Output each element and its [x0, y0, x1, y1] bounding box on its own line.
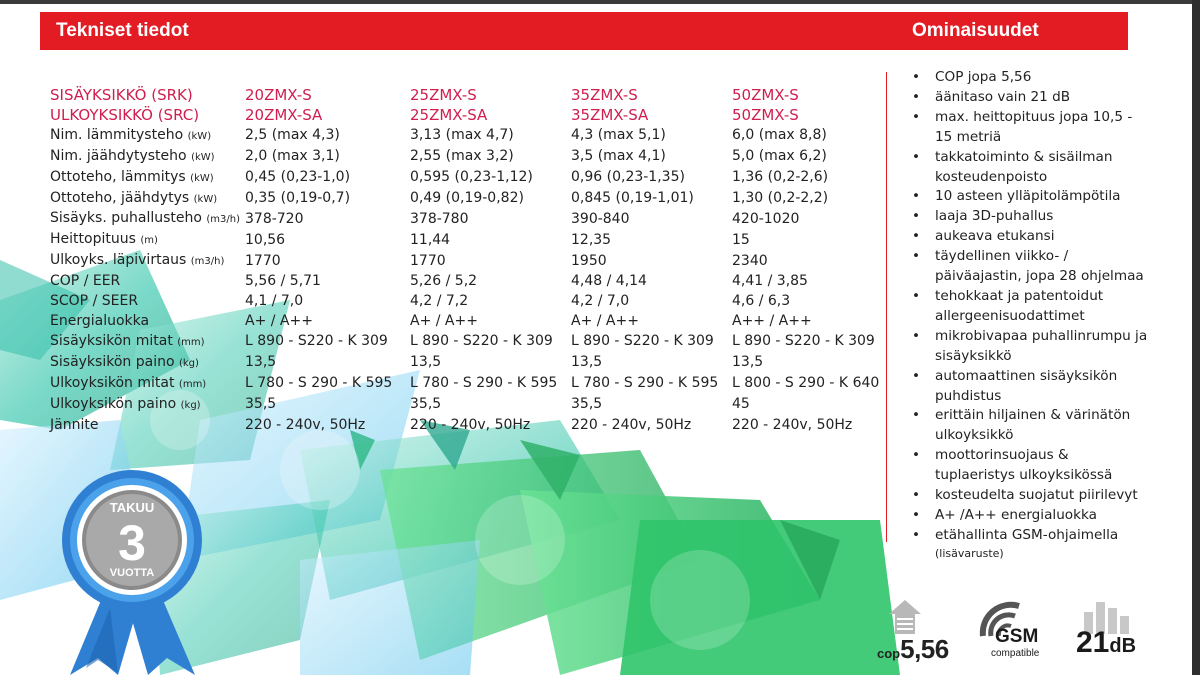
feature-text: erittäin hiljainen & värinätön ulkoyksikkö — [935, 407, 1131, 444]
table-cell: 4,41 / 3,85 — [732, 273, 808, 290]
warranty-top-text: TAKUU — [109, 500, 155, 515]
house-arrow-icon — [885, 598, 925, 636]
table-cell: 420-1020 — [732, 210, 800, 227]
row-label — [50, 292, 245, 312]
table-cell: 6,0 (max 8,8) — [732, 127, 827, 144]
bullet-icon: • — [912, 367, 921, 384]
row-label-text: Ulkoyksikön mitat — [50, 374, 175, 391]
feature-text: mikrobivapaa puhallinrumpu ja sisäyksikkö — [935, 327, 1148, 364]
row-label-text: Sisäyksikön mitat — [50, 332, 173, 349]
feature-text: 10 asteen ylläpitolämpötila — [935, 188, 1121, 205]
table-cell: 1770 — [410, 252, 446, 269]
table-row — [50, 251, 902, 272]
table-cell: 2340 — [732, 252, 768, 269]
table-cell: 2,55 (max 3,2) — [410, 148, 514, 165]
gsm-badge — [973, 598, 1061, 664]
row-unit: (m3/h) — [190, 256, 225, 268]
row-label — [50, 168, 245, 189]
table-cell: L 890 - S220 - K 309 — [410, 333, 553, 350]
table-cell: 0,35 (0,19-0,7) — [245, 190, 351, 207]
table-cell: L 780 - S 290 - K 595 — [410, 375, 558, 392]
table-cell: 5,0 (max 6,2) — [732, 148, 827, 165]
table-cell: L 780 - S 290 - K 595 — [245, 375, 393, 392]
table-row — [50, 168, 902, 189]
cop-value-text — [877, 634, 949, 665]
bullet-icon: • — [912, 526, 921, 543]
table-row — [50, 395, 902, 416]
table-row — [50, 312, 902, 332]
model-cell: 50ZMX-S — [732, 86, 799, 104]
row-unit: (kW) — [187, 130, 212, 142]
table-cell: L 780 - S 290 - K 595 — [571, 375, 719, 392]
row-label-text: COP / EER — [50, 273, 121, 290]
row-unit: (m) — [140, 235, 158, 247]
row-unit: (m3/h) — [206, 214, 241, 226]
row-label-text: Nim. lämmitysteho — [50, 126, 184, 143]
row-label-text: Ulkoyksikön paino — [50, 395, 177, 412]
table-cell: L 890 - S220 - K 309 — [571, 333, 714, 350]
bullet-icon: • — [912, 228, 921, 245]
bullet-icon: • — [912, 248, 921, 265]
table-row — [50, 230, 902, 251]
cop-badge — [877, 598, 965, 664]
table-cell: 4,2 / 7,0 — [571, 293, 630, 310]
table-cell: 1770 — [245, 252, 281, 269]
db-value-text — [1076, 626, 1136, 660]
table-cell: A+ / A++ — [571, 312, 639, 329]
row-label-text: Sisäyks. puhallusteho — [50, 210, 202, 227]
row-unit: (kW) — [190, 172, 214, 184]
table-cell: 13,5 — [732, 354, 764, 371]
row-label — [50, 353, 245, 374]
table-cell: 5,56 / 5,71 — [245, 273, 321, 290]
table-cell: 0,45 (0,23-1,0) — [245, 169, 351, 186]
features-list — [910, 68, 1150, 561]
row-label — [50, 230, 245, 251]
row-label — [50, 332, 245, 353]
table-cell: 1,30 (0,2-2,2) — [732, 190, 829, 207]
features-title: Ominaisuudet — [912, 20, 1039, 41]
table-cell: A+ / A++ — [410, 312, 478, 329]
table-row — [50, 332, 902, 353]
feature-note: (lisävaruste) — [935, 546, 1004, 560]
table-row — [50, 374, 902, 395]
row-label — [50, 312, 245, 332]
table-cell: A++ / A++ — [732, 312, 812, 329]
table-row — [50, 147, 902, 168]
table-cell: L 890 - S220 - K 309 — [245, 333, 388, 350]
table-cell: 35,5 — [410, 396, 442, 413]
feature-text: A+ /A++ energialuokka — [935, 506, 1097, 523]
bullet-icon: • — [912, 69, 921, 85]
table-cell: 220 - 240v, 50Hz — [571, 416, 692, 433]
row-label-text: Sisäyksikön paino — [50, 353, 175, 370]
list-item — [910, 207, 1150, 227]
list-item — [910, 68, 1150, 88]
row-label-text: SCOP / SEER — [50, 293, 139, 310]
bullet-icon: • — [912, 327, 921, 344]
model-cell: 35ZMX-S — [571, 86, 638, 104]
feature-text: äänitaso vain 21 dB — [935, 88, 1071, 105]
row-label — [50, 416, 245, 436]
row-label — [50, 395, 245, 416]
list-item — [910, 287, 1150, 327]
cop-number: 5,56 — [900, 634, 949, 664]
table-cell: 0,595 (0,23-1,12) — [410, 169, 533, 186]
row-label — [50, 251, 245, 272]
model-cell: 35ZMX-SA — [571, 105, 649, 124]
table-cell: 0,49 (0,19-0,82) — [410, 190, 524, 207]
warranty-number: 3 — [118, 515, 146, 571]
bullet-icon: • — [912, 487, 921, 504]
table-cell: 1,36 (0,2-2,6) — [732, 169, 829, 186]
gsm-compatible: compatible — [991, 648, 1040, 659]
tech-specs-title: Tekniset tiedot — [56, 20, 189, 41]
bullet-icon: • — [912, 287, 921, 304]
table-row — [50, 353, 902, 374]
row-label — [50, 189, 245, 210]
row-label: SISÄYKSIKKÖ (SRK) — [50, 86, 193, 104]
table-cell: 10,56 — [245, 231, 286, 248]
row-label: ULKOYKSIKKÖ (SRC) — [50, 105, 200, 124]
table-cell: 378-720 — [245, 210, 304, 227]
feature-text: takkatoiminto & sisäilman kosteudenpoisto — [935, 148, 1113, 185]
table-cell: 1950 — [571, 252, 607, 269]
table-cell: 13,5 — [410, 354, 442, 371]
table-cell: 4,6 / 6,3 — [732, 293, 791, 310]
list-item — [910, 247, 1150, 287]
row-label — [50, 126, 245, 147]
row-label-text: Ottoteho, jäähdytys — [50, 189, 190, 206]
list-item — [910, 327, 1150, 367]
table-cell: 13,5 — [245, 354, 277, 371]
model-cell: 50ZMX-S — [732, 105, 799, 124]
table-cell: A+ / A++ — [245, 312, 313, 329]
table-cell: 0,96 (0,23-1,35) — [571, 169, 685, 186]
feature-text: COP jopa 5,56 — [935, 69, 1032, 85]
table-cell: 4,3 (max 5,1) — [571, 127, 666, 144]
row-label-text: Ottoteho, lämmitys — [50, 168, 186, 185]
row-label — [50, 272, 245, 292]
row-label-text: Heittopituus — [50, 231, 136, 248]
list-item — [910, 227, 1150, 247]
table-cell: 12,35 — [571, 231, 612, 248]
model-cell: 20ZMX-S — [245, 86, 312, 104]
table-row — [50, 126, 902, 147]
feature-text: laaja 3D-puhallus — [935, 208, 1054, 225]
bullet-icon: • — [912, 447, 921, 464]
warranty-bottom-text: VUOTTA — [109, 567, 155, 579]
row-label-text: Ulkoyks. läpivirtaus — [50, 252, 187, 269]
model-cell: 25ZMX-SA — [410, 105, 488, 124]
table-row — [50, 209, 902, 230]
table-cell: 2,0 (max 3,1) — [245, 148, 340, 165]
table-cell: 390-840 — [571, 210, 630, 227]
db-number: 21 — [1076, 626, 1110, 659]
table-cell: 378-780 — [410, 210, 469, 227]
row-unit: (mm) — [178, 378, 207, 390]
feature-text: automaattinen sisäyksikön puhdistus — [935, 367, 1118, 404]
table-row — [50, 272, 902, 292]
list-item — [910, 506, 1150, 526]
bullet-icon: • — [912, 407, 921, 424]
row-label — [50, 147, 245, 168]
row-label — [50, 209, 245, 230]
table-cell: 4,2 / 7,2 — [410, 293, 469, 310]
table-cell: 3,5 (max 4,1) — [571, 148, 666, 165]
row-unit: (mm) — [177, 336, 205, 348]
list-item — [910, 406, 1150, 446]
row-unit: (kW) — [191, 151, 215, 163]
bullet-icon: • — [912, 208, 921, 225]
table-cell: 45 — [732, 396, 750, 413]
table-cell: 11,44 — [410, 231, 451, 248]
feature-text: tehokkaat ja patentoidut allergeenisuodattimet — [935, 287, 1104, 324]
table-cell: 4,48 / 4,14 — [571, 273, 647, 290]
row-label-text: Energialuokka — [50, 312, 150, 329]
table-cell: 4,1 / 7,0 — [245, 293, 304, 310]
table-cell: L 800 - S 290 - K 640 — [732, 375, 880, 392]
feature-text: etähallinta GSM-ohjaimella — [935, 526, 1119, 543]
list-item — [910, 148, 1150, 188]
list-item — [910, 187, 1150, 207]
list-item — [910, 88, 1150, 108]
row-unit: (kW) — [193, 193, 218, 205]
feature-text: max. heittopituus jopa 10,5 - 15 metriä — [935, 108, 1133, 145]
table-cell: L 890 - S220 - K 309 — [732, 333, 875, 350]
bullet-icon: • — [912, 506, 921, 523]
cop-label: cop — [877, 646, 901, 661]
feature-text: kosteudelta suojatut piirilevyt — [935, 487, 1138, 504]
table-cell: 35,5 — [571, 396, 603, 413]
bullet-icon: • — [912, 148, 921, 165]
feature-text: moottorinsuojaus & tuplaeristys ulkoyksikössä — [935, 447, 1113, 484]
warranty-rosette-icon — [40, 468, 225, 675]
model-cell: 20ZMX-SA — [245, 105, 323, 124]
bullet-icon: • — [912, 188, 921, 205]
table-cell: 220 - 240v, 50Hz — [732, 416, 853, 433]
db-unit: dB — [1109, 635, 1137, 657]
model-cell: 25ZMX-S — [410, 86, 477, 104]
table-cell: 5,26 / 5,2 — [410, 273, 478, 290]
row-label — [50, 374, 245, 395]
row-unit: (kg) — [178, 357, 199, 369]
table-row-indoor-models — [50, 86, 902, 106]
table-row — [50, 292, 902, 312]
row-unit: (kg) — [180, 399, 201, 411]
table-cell: 0,845 (0,19-1,01) — [571, 190, 694, 207]
table-cell: 13,5 — [571, 354, 603, 371]
table-cell: 220 - 240v, 50Hz — [245, 416, 366, 433]
row-label-text: Jännite — [50, 416, 99, 433]
table-row-outdoor-models — [50, 106, 902, 126]
list-item — [910, 446, 1150, 486]
gsm-title: GSM — [995, 626, 1039, 647]
table-cell: 35,5 — [245, 396, 277, 413]
specs-table — [50, 86, 902, 435]
bullet-icon: • — [912, 88, 921, 105]
table-row — [50, 416, 902, 436]
db-badge — [1072, 598, 1144, 664]
list-item — [910, 486, 1150, 506]
table-row — [50, 189, 902, 210]
table-cell: 2,5 (max 4,3) — [245, 127, 340, 144]
bullet-icon: • — [912, 108, 921, 125]
feature-text: täydellinen viikko- / päiväajastin, jopa 28 ohjelmaa — [935, 248, 1144, 285]
table-cell: 15 — [732, 231, 750, 248]
header-bar — [40, 12, 1128, 50]
feature-text: aukeava etukansi — [935, 228, 1055, 245]
list-item — [910, 367, 1150, 407]
list-item — [910, 108, 1150, 148]
row-label-text: Nim. jäähdytysteho — [50, 147, 187, 164]
table-cell: 3,13 (max 4,7) — [410, 127, 514, 144]
table-cell: 220 - 240v, 50Hz — [410, 416, 531, 433]
list-item — [910, 526, 1150, 561]
